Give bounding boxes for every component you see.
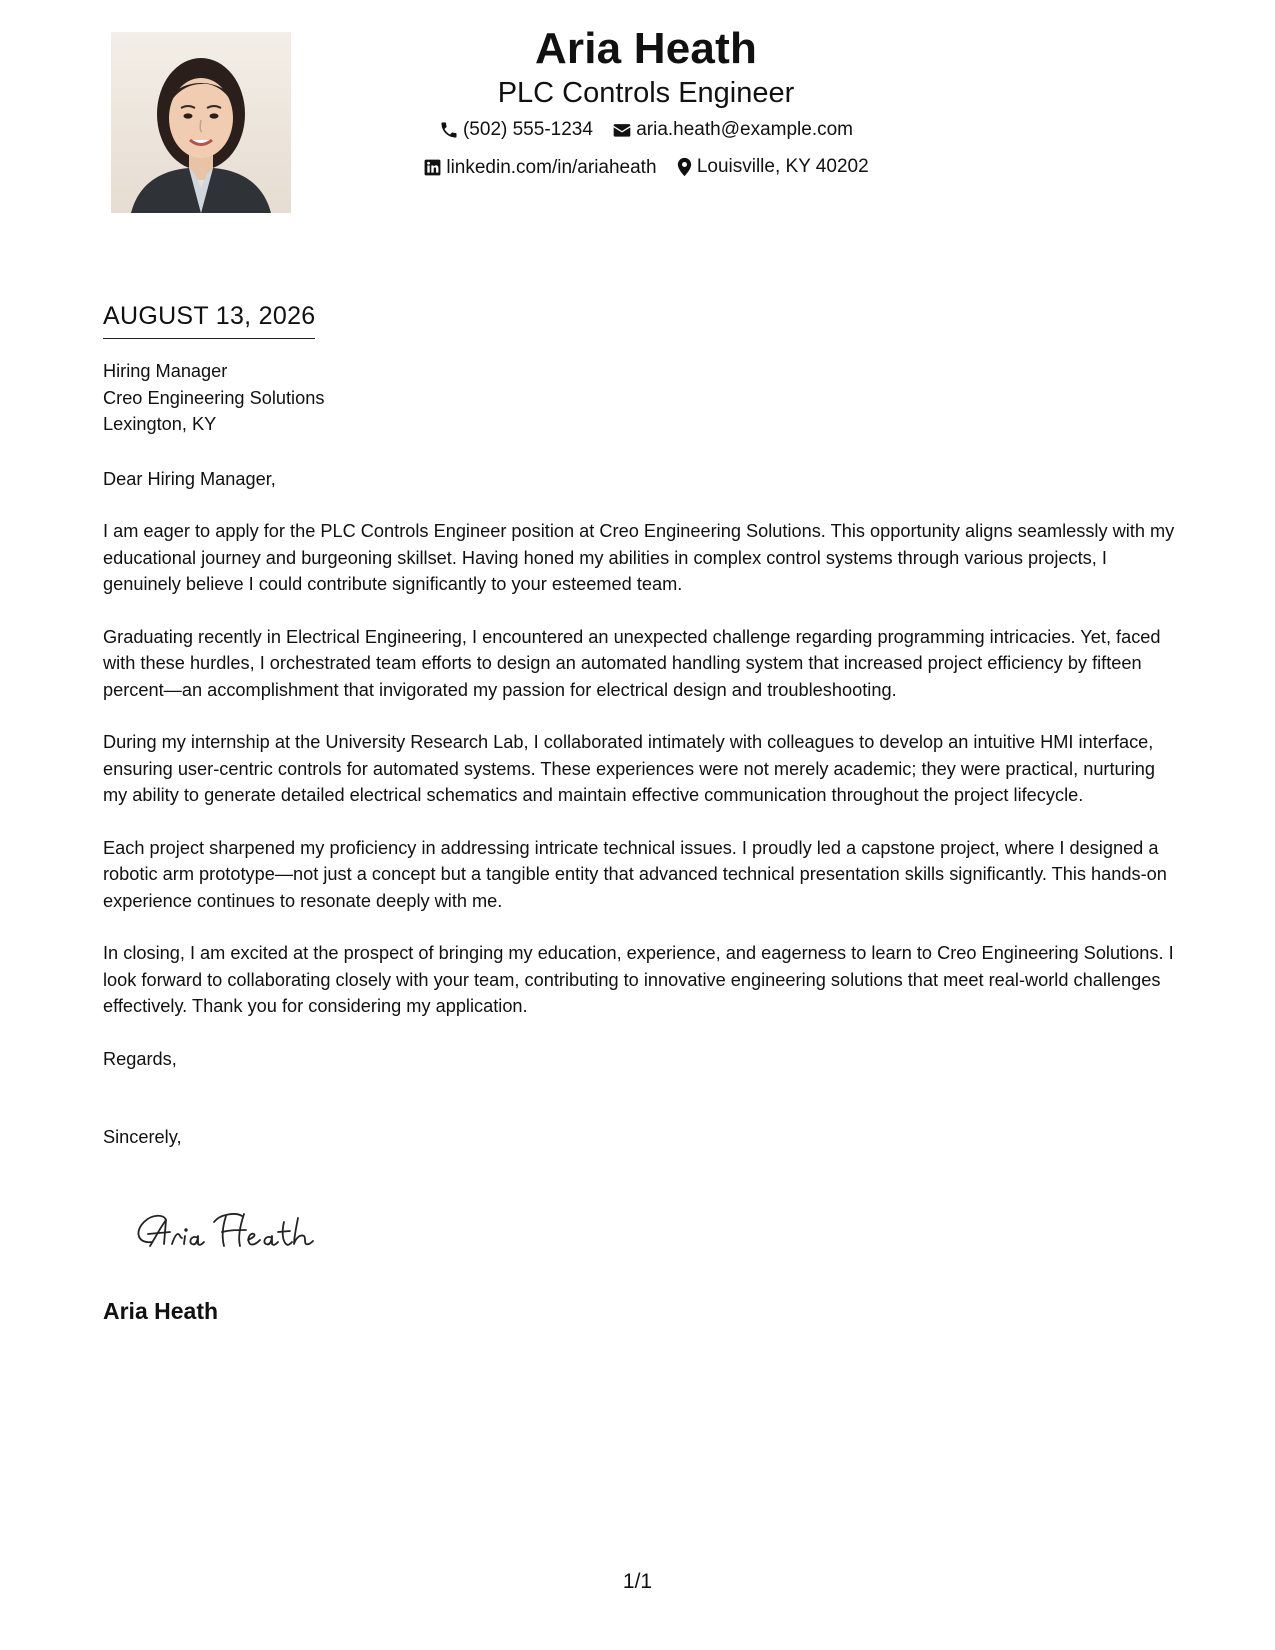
linkedin-icon xyxy=(423,158,442,177)
sign-off: Sincerely, xyxy=(103,1127,182,1147)
paragraph: Each project sharpened my proficiency in addressing intricate technical issues. I proudly led a capstone project, where I designed a robotic arm prototype—not just a concept but a tangible entity that advanced technical presentation skills significantly. This hands-on experience continues to resonate deeply with me. xyxy=(103,837,1167,911)
signature-image xyxy=(130,1200,350,1260)
recipient-line: Lexington, KY xyxy=(103,414,217,434)
job-title: PLC Controls Engineer xyxy=(497,77,795,109)
profile-photo xyxy=(111,32,291,213)
phone-icon xyxy=(439,120,459,140)
recipient-line: Creo Engineering Solutions xyxy=(103,387,325,408)
contact-location xyxy=(676,155,869,179)
applicant-name: Aria Heath xyxy=(534,24,758,73)
contact-linkedin xyxy=(423,156,656,180)
paragraph: Graduating recently in Electrical Engineering, I encountered an unexpected challenge regarding programming intricacies. Yet, faced with these hurdles, I orchestrated team efforts to design an automated handling system that increased project efficiency by fifteen percent—an accomplishment that invigorated my passion for electrical design and troubleshooting. xyxy=(103,626,1161,700)
paragraph: I am eager to apply for the PLC Controls Engineer position at Creo Engineering Solutions. This opportunity aligns seamlessly with my educational journey and burgeoning skillset. Having honed my abilities in complex control systems through various projects, I genuinely believe I could contribute significantly to your esteemed team. xyxy=(103,521,1175,594)
portrait-photo xyxy=(111,32,291,213)
contact-line-2 xyxy=(300,155,992,184)
recipient-block xyxy=(103,358,1175,438)
email-text: aria.heath@example.com xyxy=(636,119,853,140)
letter-header xyxy=(300,20,992,184)
paragraph: In closing, I am excited at the prospect of bringing my education, experience, and eagerness to learn to Creo Engineering Solutions. I look forward to collaborating closely with your team, contributing to innovative engineering solutions that meet real-world challenges effectively. Thank you for considering my application. xyxy=(103,943,1174,1016)
contact-line-1 xyxy=(300,118,992,147)
location-text: Louisville, KY 40202 xyxy=(696,156,869,177)
handwritten-signature xyxy=(130,1200,350,1260)
page-number: 1/1 xyxy=(622,1570,653,1593)
closing-line: Regards, xyxy=(103,1048,177,1069)
paragraph: During my internship at the University Research Lab, I collaborated intimately with colleagues to develop an intuitive HMI interface, ensuring user-centric controls for automated systems. These experiences were not merely academic; they were practical, nurturing my ability to generate detailed electrical schematics and maintain effective communication throughout the project lifecycle. xyxy=(103,732,1155,805)
salutation: Dear Hiring Manager, xyxy=(103,468,276,489)
contact-email xyxy=(612,118,853,142)
phone-text: (502) 555-1234 xyxy=(462,119,593,140)
map-pin-icon xyxy=(676,157,693,177)
signer-name: Aria Heath xyxy=(103,1298,219,1324)
envelope-icon xyxy=(612,120,632,140)
linkedin-text: linkedin.com/in/ariaheath xyxy=(446,156,657,178)
letter-date: AUGUST 13, 2026 xyxy=(103,300,315,339)
contact-phone xyxy=(439,118,593,142)
letter-body xyxy=(103,358,1175,1151)
recipient-line: Hiring Manager xyxy=(103,361,228,381)
